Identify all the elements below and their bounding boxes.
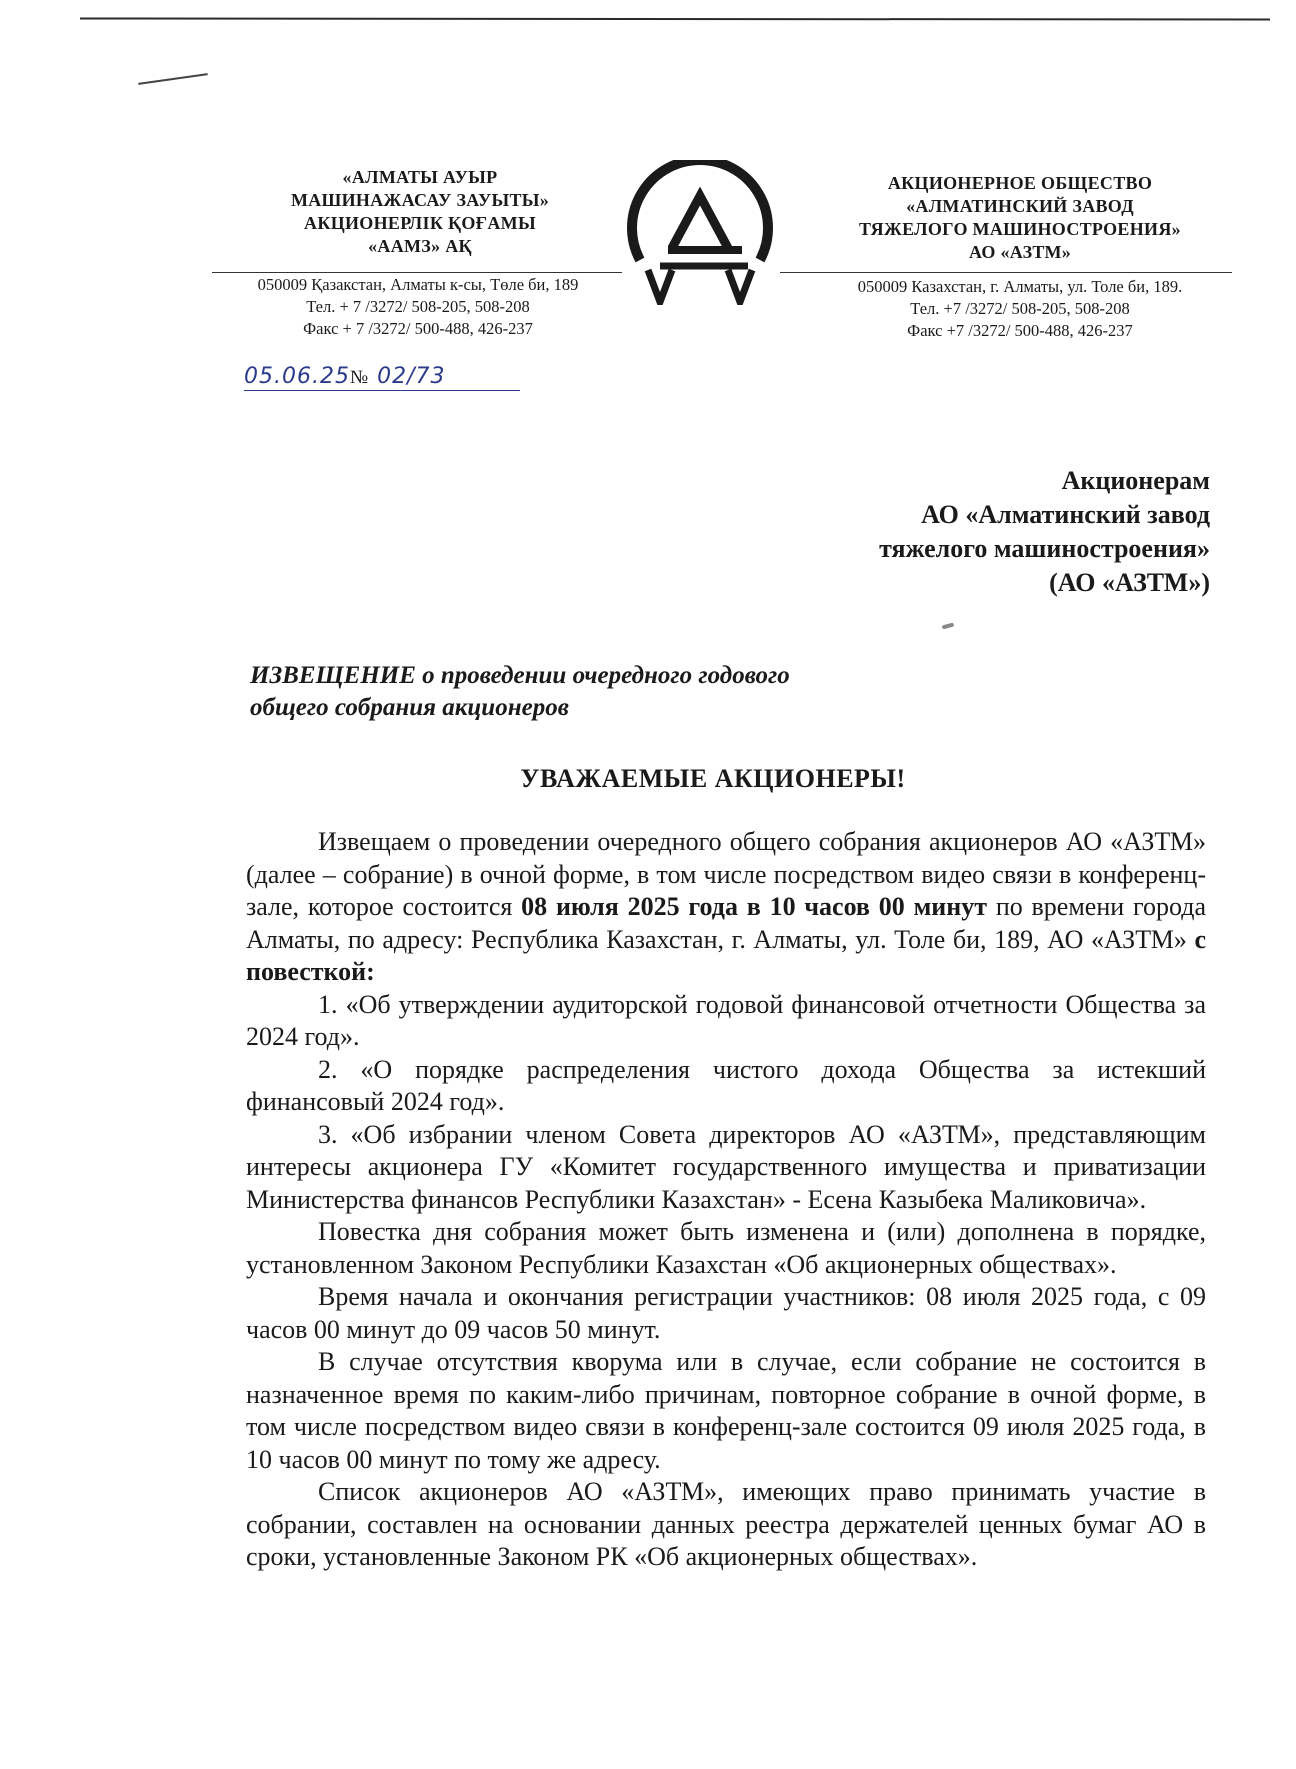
phone-line: Тел. + 7 /3272/ 508-205, 508-208 bbox=[306, 297, 530, 316]
notice-title-line: общего собрания акционеров bbox=[250, 694, 569, 721]
address-line: 050009 Казахстан, г. Алматы, ул. Толе би, 189. bbox=[857, 277, 1183, 296]
notice-title-line: ИЗВЕЩЕНИЕ о проведении очередного годового bbox=[250, 662, 790, 689]
scan-mark bbox=[138, 73, 208, 85]
body-paragraph-intro bbox=[246, 826, 1206, 989]
addressee-line: тяжелого машиностроения» bbox=[879, 534, 1210, 563]
addressee-line: АО «Алматинский завод bbox=[921, 500, 1210, 529]
fax-line: Факс + 7 /3272/ 500-488, 426-237 bbox=[303, 319, 533, 338]
org-line: «ААМЗ» АҚ bbox=[368, 236, 472, 256]
intro-address: по времени города Алматы, по адресу: Республика Казахстан, г. Алматы, ул. Толе би, 189, АО «АЗТМ» bbox=[246, 892, 1206, 954]
notice-body bbox=[246, 826, 1206, 1574]
scan-speck bbox=[942, 623, 955, 630]
addressee-line: Акционерам bbox=[1061, 466, 1210, 495]
org-name-kazakh bbox=[250, 166, 590, 258]
org-line: МАШИНАЖАСАУ ЗАУЫТЫ» bbox=[290, 190, 550, 210]
scan-border-line bbox=[80, 17, 1270, 20]
salutation: УВАЖАЕМЫЕ АКЦИОНЕРЫ! bbox=[520, 764, 906, 793]
reference-date: 05.06.25 bbox=[244, 364, 350, 389]
address-line: 050009 Қазакстан, Алматы к-сы, Төле би, 189 bbox=[257, 275, 579, 294]
agenda-item-3: 3. «Об избрании членом Совета директоров АО «АЗТМ», представляющим интересы акционера ГУ «Комитет государственного имущества и приватизации Министерства финансов Республики Казахстан» - Есена Казыбека Маликовича». bbox=[246, 1119, 1206, 1214]
meeting-datetime: 08 июля 2025 года в 10 часов 00 минут bbox=[521, 892, 988, 921]
addressee-block bbox=[690, 464, 1210, 600]
agenda-label: с повесткой: bbox=[246, 924, 1206, 986]
body-paragraph-quorum: В случае отсутствия кворума или в случае, если собрание не состоится в назначенное время по каким-либо причинам, повторное собрание в очной форме, в том числе посредством видео связи в конференц-зале состоится 09 июля 2025 года, в 10 часов 00 минут по тому же адресу. bbox=[246, 1347, 1206, 1474]
body-paragraph-shareholder-list: Список акционеров АО «АЗТМ», имеющих право принимать участие в собрании, составлен на основании данных реестра держателей ценных бумаг АО в сроки, установленные Законом РК «Об акционерных обществах». bbox=[246, 1477, 1206, 1571]
org-line: АО «АЗТМ» bbox=[968, 242, 1072, 262]
body-paragraph-registration: Время начала и окончания регистрации участников: 08 июля 2025 года, с 09 часов 00 минут до 09 часов 50 минут. bbox=[246, 1282, 1206, 1344]
org-name-russian bbox=[820, 172, 1220, 264]
address-russian bbox=[810, 276, 1230, 342]
reference-number: 02/73 bbox=[377, 364, 446, 389]
org-line: АКЦИОНЕРЛІК ҚОҒАМЫ bbox=[304, 213, 536, 233]
header-divider-left bbox=[212, 272, 622, 273]
outgoing-reference bbox=[244, 364, 446, 389]
reference-underline bbox=[244, 390, 520, 391]
org-line: ТЯЖЕЛОГО МАШИНОСТРОЕНИЯ» bbox=[859, 219, 1181, 239]
agenda-item-1: 1. «Об утверждении аудиторской годовой финансовой отчетности Общества за 2024 год». bbox=[246, 989, 1206, 1051]
fax-line: Факс +7 /3272/ 500-488, 426-237 bbox=[907, 321, 1133, 340]
company-logo bbox=[620, 160, 780, 305]
org-line: АКЦИОНЕРНОЕ ОБЩЕСТВО bbox=[887, 173, 1153, 193]
intro-text: Извещаем о проведении очередного общего собрания акционеров АО «АЗТМ» (далее – собрание) в очной форме, в том числе посредством видео связи в конференц-зале, которое состоится bbox=[246, 827, 1206, 921]
notice-title bbox=[250, 660, 950, 724]
phone-line: Тел. +7 /3272/ 508-205, 508-208 bbox=[910, 299, 1130, 318]
org-line: «АЛМАТИНСКИЙ ЗАВОД bbox=[906, 196, 1134, 216]
agenda-item-2: 2. «О порядке распределения чистого дохода Общества за истекший финансовый 2024 год». bbox=[246, 1054, 1206, 1116]
body-paragraph-agenda-change: Повестка дня собрания может быть изменена и (или) дополнена в порядке, установленном Законом Республики Казахстан «Об акционерных обществах». bbox=[246, 1217, 1206, 1279]
addressee-line: (АО «АЗТМ») bbox=[1049, 568, 1210, 597]
address-kazakh bbox=[210, 274, 626, 340]
reference-number-label: № bbox=[349, 367, 370, 388]
header-divider-right bbox=[780, 272, 1232, 273]
org-line: «АЛМАТЫ АУЫР bbox=[342, 167, 498, 187]
